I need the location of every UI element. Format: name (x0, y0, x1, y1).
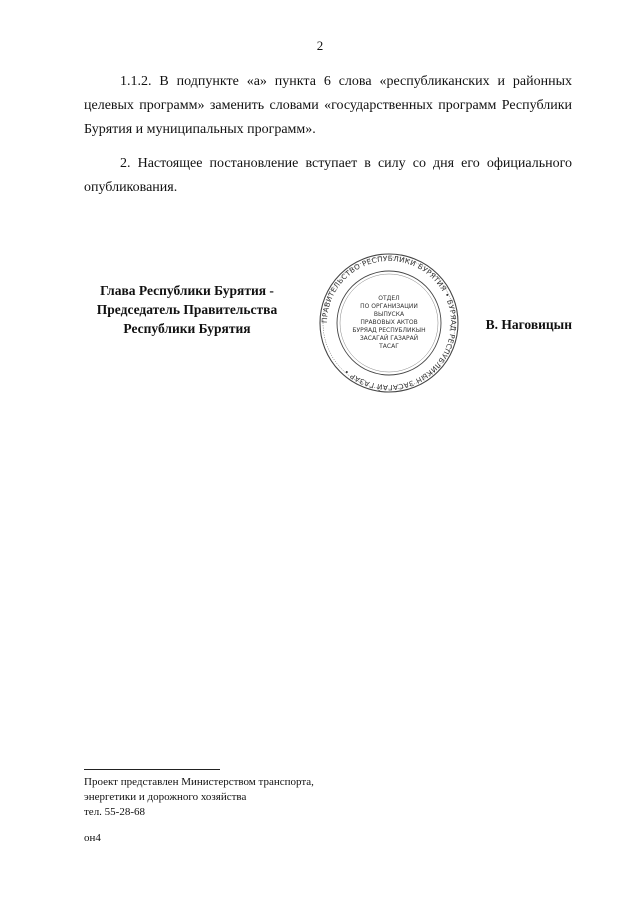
footnote-line-3: тел. 55-28-68 (84, 806, 146, 818)
stamp-center-line: ЗАСАГАЙ ГАЗАРАЙ (359, 335, 419, 342)
stamp-center-line: ПО ОРГАНИЗАЦИИ (360, 303, 418, 310)
signer-title-line-1: Глава Республики Бурятия - (100, 283, 274, 298)
paragraph-1-1-2: 1.1.2. В подпункте «а» пункта 6 слова «республиканских и районных целевых программ» заменить словами «государственных программ Республики Бурятия и муниципальных программ». (84, 74, 572, 137)
stamp-center-line: ТАСАГ (379, 343, 399, 350)
signer-title-line-2: Председатель Правительства (96, 302, 278, 317)
footnote-line-1: Проект представлен Министерством транспорта, (84, 776, 314, 788)
page-number: 2 (316, 38, 324, 53)
signer-title (84, 281, 290, 338)
signer-name: В. Наговицын (485, 317, 572, 332)
official-seal-stamp (318, 252, 460, 394)
signer-title-line-3: Республики Бурятия (123, 321, 251, 336)
paragraph-2: 2. Настоящее постановление вступает в силу со дня его официального опубликования. (84, 156, 572, 195)
stamp-center-line: БУРЯАД РЕСПУБЛИКЫН (352, 327, 426, 334)
stamp-center-line: ПРАВОВЫХ АКТОВ (360, 319, 418, 326)
footnote (84, 775, 314, 820)
footnote-line-2: энергетики и дорожного хозяйства (84, 791, 247, 803)
document-code: он4 (84, 832, 101, 844)
stamp-ring-text: ПРАВИТЕЛЬСТВО РЕСПУБЛИКИ БУРЯТИЯ • БУРЯАД РЕСПУБЛИКЫН ЗАСАГАЙ ГАЗАР • (319, 253, 459, 393)
stamp-center-line: ОТДЕЛ (378, 295, 400, 302)
footnote-divider (84, 769, 220, 770)
stamp-center-line: ВЫПУСКА (373, 311, 405, 318)
